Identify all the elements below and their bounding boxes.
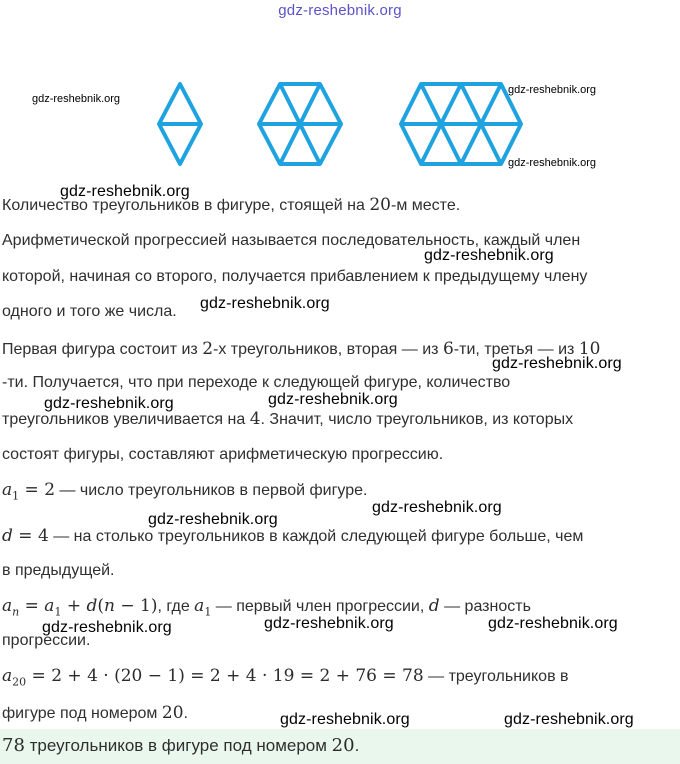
an-formula-line-2: прогрессии. — [2, 632, 91, 649]
watermark: gdz-reshebnik.org — [44, 395, 174, 412]
a1-line: $a_1 = 2$ — число треугольников в первой фигуре. — [2, 480, 368, 503]
definition-line-2: которой, начиная со второго, получается прибавлением к предыдущему члену — [2, 268, 588, 285]
a20-line: $a_{20} = 2 + 4 \cdot (20 - 1) = 2 + 4 \cdot 19 = 2 + 76 = 78$ — треугольников в — [2, 666, 569, 689]
watermark: gdz-reshebnik.org — [200, 295, 330, 312]
a20-line-2: фигуре под номером 20. — [2, 703, 188, 723]
paragraph-line-4: состоят фигуры, составляют арифметическую прогрессию. — [2, 446, 444, 463]
answer-box — [0, 729, 680, 764]
definition-line-3: одного и того же числа. — [2, 303, 177, 320]
watermark: gdz-reshebnik.org — [268, 391, 398, 408]
watermark: gdz-reshebnik.org — [504, 711, 634, 728]
figure-2 — [259, 84, 341, 164]
watermark: gdz-reshebnik.org — [424, 247, 554, 264]
d-line: d = 4 — на столько треугольников в каждой следующей фигуре больше, чем — [2, 526, 584, 546]
watermark: gdz-reshebnik.org — [488, 615, 618, 632]
watermark: gdz-reshebnik.org — [60, 183, 190, 200]
watermark: gdz-reshebnik.org — [280, 711, 410, 728]
watermark: gdz-reshebnik.org — [372, 499, 502, 516]
paragraph-line-1: Первая фигура состоит из 2-х треугольников, вторая — из 6-ти, третья — из 10 — [2, 339, 601, 359]
definition-line-1: Арифметической прогрессией называется последовательность, каждый член — [2, 232, 581, 249]
answer-text: 78 треугольников в фигуре под номером 20. — [2, 735, 360, 756]
paragraph-line-3: треугольников увеличивается на 4. Значит, число треугольников, из которых — [2, 409, 574, 429]
watermark: gdz-reshebnik.org — [264, 615, 394, 632]
watermark: gdz-reshebnik.org — [492, 355, 622, 372]
figure-3 — [401, 84, 521, 164]
watermark: gdz-reshebnik.org — [508, 84, 597, 96]
watermark: gdz-reshebnik.org — [508, 157, 597, 169]
figure-1 — [159, 84, 201, 164]
watermark: gdz-reshebnik.org — [148, 511, 278, 528]
watermark: gdz-reshebnik.org — [32, 93, 121, 105]
site-header-url[interactable]: gdz-reshebnik.org — [278, 2, 402, 19]
paragraph-line-2: -ти. Получается, что при переходе к следующей фигуре, количество — [2, 374, 511, 391]
question-line: Количество треугольников в фигуре, стоящей на 20-м месте. — [2, 195, 461, 215]
d-line-2: в предыдущей. — [2, 562, 115, 579]
watermark: gdz-reshebnik.org — [42, 619, 172, 636]
an-formula-line: $a_n = a_1 + d(n - 1)$, где $a_1$ — первый член прогрессии, d — разность — [2, 596, 531, 619]
